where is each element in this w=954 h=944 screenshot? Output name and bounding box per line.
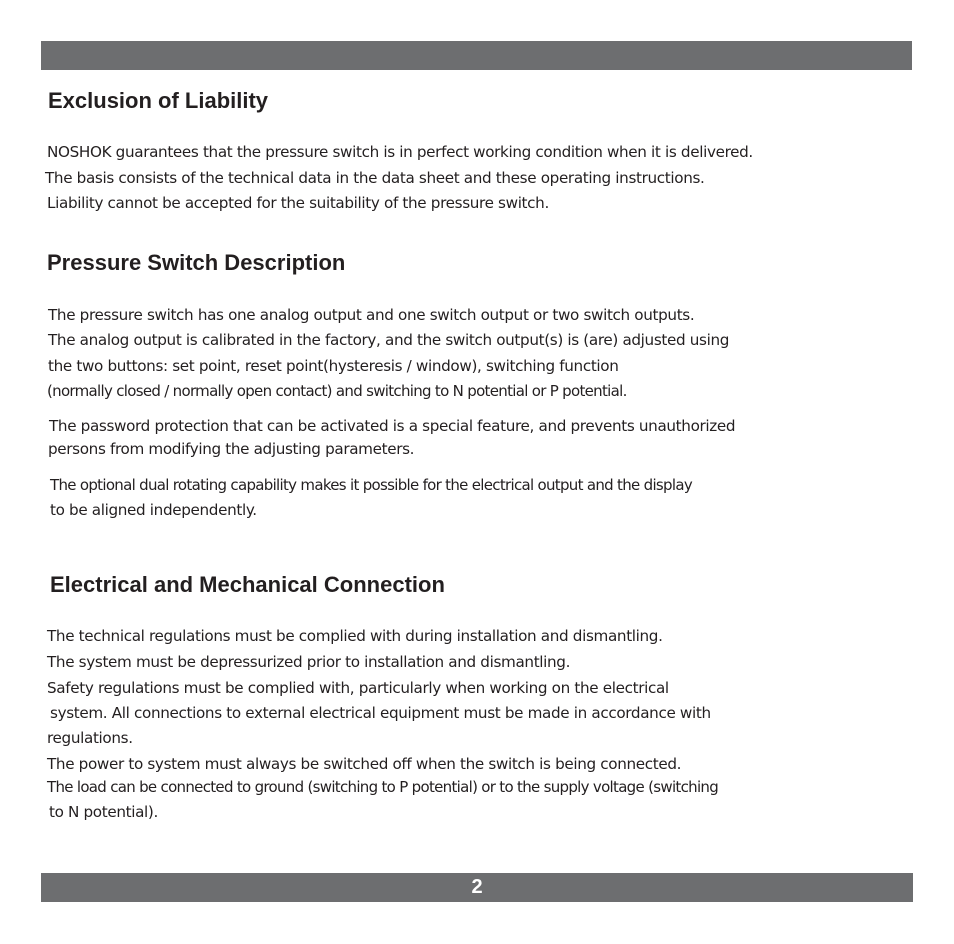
connection-text-line: The system must be depressurized prior to installation and dismantling.	[47, 653, 571, 671]
connection-text-line: system. All connections to external electrical equipment must be made in accordance with	[50, 704, 711, 722]
connection-text-line: The load can be connected to ground (switching to P potential) or to the supply voltage (switching	[47, 778, 719, 796]
description-text-line: The optional dual rotating capability makes it possible for the electrical output and the display	[50, 476, 693, 494]
heading-exclusion-of-liability: Exclusion of Liability	[48, 88, 269, 113]
connection-text-line: The power to system must always be switched off when the switch is being connected.	[47, 755, 682, 773]
page-number: 2	[471, 876, 483, 898]
liability-text-line: Liability cannot be accepted for the suitability of the pressure switch.	[47, 194, 549, 212]
description-text-line: The password protection that can be activated is a special feature, and prevents unauthorized	[49, 417, 736, 435]
description-text-line: persons from modifying the adjusting parameters.	[48, 440, 415, 458]
heading-electrical-and-mechanical-connection: Electrical and Mechanical Connection	[50, 572, 445, 597]
description-text-line: to be aligned independently.	[50, 501, 257, 519]
connection-text-line: regulations.	[47, 729, 133, 747]
footer-bar	[41, 873, 913, 902]
header-bar	[41, 41, 912, 70]
connection-text-line: to N potential).	[49, 803, 158, 821]
description-text-line: the two buttons: set point, reset point(hysteresis / window), switching function	[48, 357, 619, 375]
liability-text-line: The basis consists of the technical data in the data sheet and these operating instructions.	[45, 169, 705, 187]
liability-text-line: NOSHOK guarantees that the pressure switch is in perfect working condition when it is delivered.	[47, 143, 753, 161]
connection-text-line: The technical regulations must be complied with during installation and dismantling.	[47, 627, 663, 645]
description-text-line: The pressure switch has one analog output and one switch output or two switch outputs.	[48, 306, 695, 324]
connection-text-line: Safety regulations must be complied with, particularly when working on the electrical	[47, 679, 669, 697]
heading-pressure-switch-description: Pressure Switch Description	[47, 250, 346, 275]
description-text-line: The analog output is calibrated in the factory, and the switch output(s) is (are) adjusted using	[48, 331, 730, 349]
description-text-line: (normally closed / normally open contact) and switching to N potential or P potential.	[47, 382, 627, 400]
